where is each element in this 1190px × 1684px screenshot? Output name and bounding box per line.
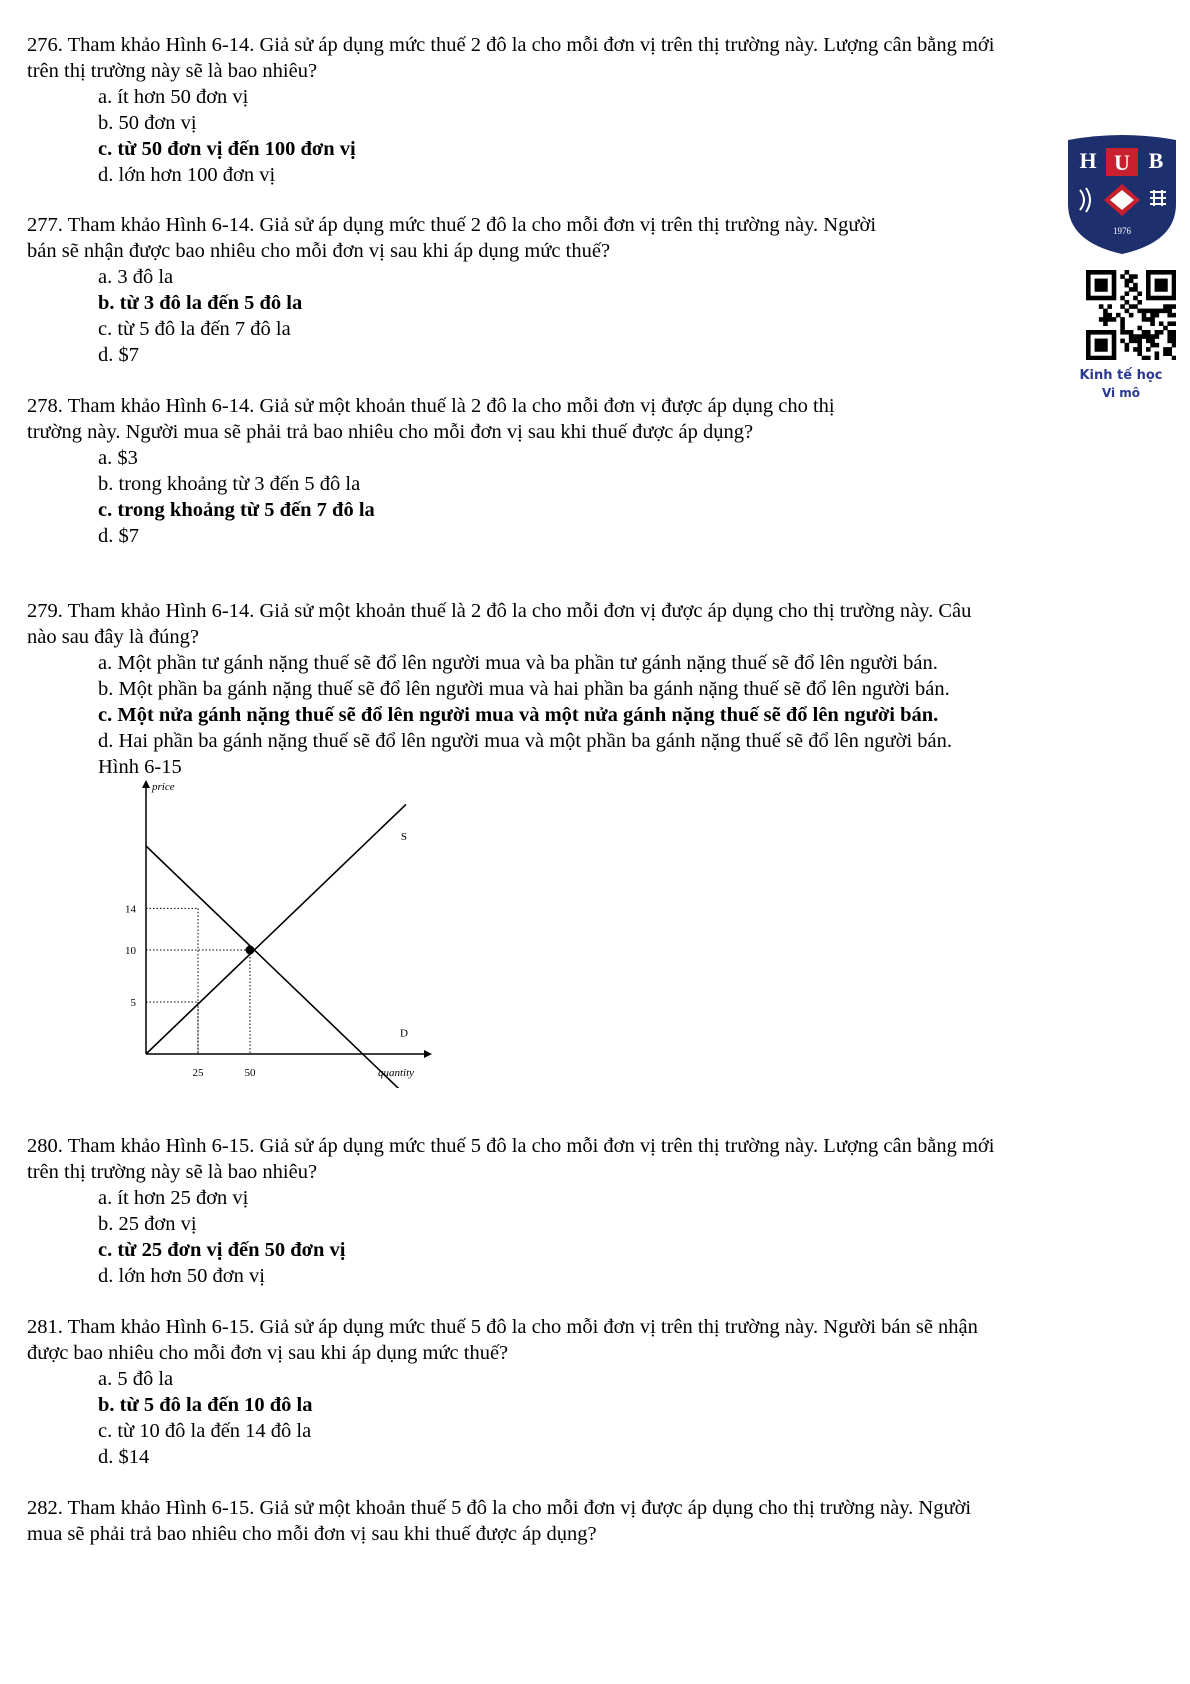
question-text: 278. Tham khảo Hình 6-14. Giả sử một khoản thuế là 2 đô la cho mỗi đơn vị được áp dụng cho thị bbox=[27, 395, 835, 417]
qr-module bbox=[1133, 283, 1138, 288]
qr-module bbox=[1086, 339, 1091, 344]
qr-module bbox=[1103, 356, 1108, 360]
qr-module bbox=[1095, 347, 1100, 352]
qr-module bbox=[1095, 283, 1100, 288]
qr-module bbox=[1133, 304, 1138, 309]
qr-module bbox=[1155, 351, 1160, 356]
equilibrium-point bbox=[246, 946, 255, 955]
qr-module bbox=[1099, 283, 1104, 288]
qr-module bbox=[1103, 283, 1108, 288]
qr-module bbox=[1086, 347, 1091, 352]
qr-module bbox=[1099, 304, 1104, 309]
qr-module bbox=[1112, 356, 1117, 360]
qr-module bbox=[1137, 339, 1142, 344]
qr-module bbox=[1172, 274, 1176, 279]
qr-module bbox=[1150, 317, 1155, 322]
qr-module bbox=[1146, 270, 1151, 275]
qr-module bbox=[1129, 279, 1134, 284]
qr-module bbox=[1086, 343, 1091, 348]
option-b: b. Một phần ba gánh nặng thuế sẽ đổ lên người mua và hai phần ba gánh nặng thuế sẽ đổ lên người bán. bbox=[98, 678, 950, 700]
option-a: a. Một phần tư gánh nặng thuế sẽ đổ lên người mua và ba phần tư gánh nặng thuế sẽ đổ lên người bán. bbox=[98, 652, 938, 674]
logo-letter-h: H bbox=[1079, 148, 1097, 173]
qr-module bbox=[1142, 334, 1147, 339]
qr-module bbox=[1107, 296, 1112, 301]
qr-module bbox=[1163, 279, 1168, 284]
qr-module bbox=[1163, 270, 1168, 275]
qr-module bbox=[1129, 274, 1134, 279]
qr-module bbox=[1112, 296, 1117, 301]
option-d: d. $7 bbox=[98, 525, 139, 547]
qr-module bbox=[1146, 309, 1151, 314]
qr-module bbox=[1155, 279, 1160, 284]
option-c-answer: c. trong khoảng từ 5 đến 7 đô la bbox=[98, 499, 375, 521]
qr-module bbox=[1137, 343, 1142, 348]
question-text: được bao nhiêu cho mỗi đơn vị sau khi áp dụng mức thuế? bbox=[27, 1342, 509, 1364]
question-text: 276. Tham khảo Hình 6-14. Giả sử áp dụng mức thuế 2 đô la cho mỗi đơn vị trên thị trường này. Lượng cân bằng mới bbox=[27, 34, 995, 56]
option-b-answer: b. từ 3 đô la đến 5 đô la bbox=[98, 292, 303, 314]
question-text: 282. Tham khảo Hình 6-15. Giả sử một khoản thuế 5 đô la cho mỗi đơn vị được áp dụng cho thị trường này. Người bbox=[27, 1497, 972, 1519]
qr-module bbox=[1103, 296, 1108, 301]
x-tick-label: 25 bbox=[192, 1067, 204, 1079]
qr-module bbox=[1172, 279, 1176, 284]
qr-module bbox=[1172, 304, 1176, 309]
qr-module bbox=[1150, 270, 1155, 275]
option-a: a. 5 đô la bbox=[98, 1368, 174, 1390]
qr-module bbox=[1125, 343, 1130, 348]
qr-module bbox=[1146, 347, 1151, 352]
qr-module bbox=[1172, 321, 1176, 326]
option-a: a. 3 đô la bbox=[98, 266, 174, 288]
option-d: d. lớn hơn 100 đơn vị bbox=[98, 164, 276, 186]
qr-module bbox=[1107, 330, 1112, 335]
qr-module bbox=[1103, 270, 1108, 275]
question-text: mua sẽ phải trả bao nhiêu cho mỗi đơn vị sau khi thuế được áp dụng? bbox=[27, 1523, 597, 1545]
hub-logo bbox=[1066, 134, 1178, 256]
qr-module bbox=[1086, 283, 1091, 288]
question-text: 279. Tham khảo Hình 6-14. Giả sử một khoản thuế là 2 đô la cho mỗi đơn vị được áp dụng cho thị trường này. Câu bbox=[27, 600, 972, 622]
qr-module bbox=[1159, 287, 1164, 292]
y-axis-label: price bbox=[152, 781, 175, 793]
qr-module bbox=[1103, 279, 1108, 284]
qr-module bbox=[1163, 304, 1168, 309]
qr-module bbox=[1090, 296, 1095, 301]
option-b-answer: b. từ 5 đô la đến 10 đô la bbox=[98, 1394, 313, 1416]
figure-title: Hình 6-15 bbox=[98, 756, 182, 778]
qr-module bbox=[1125, 283, 1130, 288]
series-label-d: D bbox=[399, 1027, 408, 1040]
qr-module bbox=[1086, 291, 1091, 296]
qr-module bbox=[1120, 296, 1125, 301]
qr-module bbox=[1129, 330, 1134, 335]
option-c: c. từ 10 đô la đến 14 đô la bbox=[98, 1420, 312, 1442]
series-label-s: S bbox=[400, 830, 407, 843]
qr-module bbox=[1103, 313, 1108, 318]
qr-module bbox=[1095, 330, 1100, 335]
qr-module bbox=[1133, 334, 1138, 339]
qr-module bbox=[1146, 279, 1151, 284]
qr-module bbox=[1125, 347, 1130, 352]
qr-module bbox=[1103, 317, 1108, 322]
qr-module bbox=[1167, 351, 1172, 356]
qr-module bbox=[1167, 330, 1172, 335]
option-d: d. lớn hơn 50 đơn vị bbox=[98, 1265, 265, 1287]
qr-module bbox=[1129, 334, 1134, 339]
qr-module bbox=[1099, 339, 1104, 344]
option-d: d. $7 bbox=[98, 344, 139, 366]
option-d: d. Hai phần ba gánh nặng thuế sẽ đổ lên người mua và một phần ba gánh nặng thuế sẽ đổ lên người bán. bbox=[98, 730, 953, 752]
option-c-answer: c. từ 25 đơn vị đến 50 đơn vị bbox=[98, 1239, 346, 1261]
subject-title: Kinh tế học bbox=[1079, 368, 1163, 383]
series-line-d bbox=[146, 846, 406, 1088]
qr-module bbox=[1172, 291, 1176, 296]
qr-module bbox=[1137, 334, 1142, 339]
qr-module bbox=[1150, 334, 1155, 339]
qr-module bbox=[1112, 347, 1117, 352]
qr-module bbox=[1155, 309, 1160, 314]
qr-module bbox=[1167, 339, 1172, 344]
option-c-answer: c. từ 50 đơn vị đến 100 đơn vị bbox=[98, 138, 356, 160]
qr-module bbox=[1159, 309, 1164, 314]
question-text: trường này. Người mua sẽ phải trả bao nhiêu cho mỗi đơn vị sau khi thuế được áp dụng? bbox=[27, 421, 754, 443]
qr-module bbox=[1103, 339, 1108, 344]
qr-module bbox=[1099, 270, 1104, 275]
sidebar bbox=[1062, 0, 1180, 420]
y-tick-label: 5 bbox=[130, 997, 136, 1009]
x-axis-arrow bbox=[424, 1050, 432, 1058]
qr-module bbox=[1103, 343, 1108, 348]
qr-module bbox=[1172, 283, 1176, 288]
qr-module bbox=[1120, 274, 1125, 279]
qr-module bbox=[1159, 296, 1164, 301]
qr-module bbox=[1112, 279, 1117, 284]
qr-module bbox=[1137, 291, 1142, 296]
qr-module bbox=[1167, 304, 1172, 309]
qr-module bbox=[1112, 339, 1117, 344]
qr-module bbox=[1129, 304, 1134, 309]
qr-module bbox=[1099, 296, 1104, 301]
qr-module bbox=[1146, 287, 1151, 292]
qr-module bbox=[1167, 347, 1172, 352]
qr-module bbox=[1163, 351, 1168, 356]
option-b: b. 25 đơn vị bbox=[98, 1213, 197, 1235]
supply-demand-chart bbox=[100, 778, 460, 1088]
qr-module bbox=[1133, 347, 1138, 352]
qr-module bbox=[1099, 330, 1104, 335]
qr-module bbox=[1086, 351, 1091, 356]
qr-module bbox=[1095, 270, 1100, 275]
qr-module bbox=[1103, 330, 1108, 335]
qr-module bbox=[1099, 287, 1104, 292]
qr-module bbox=[1155, 313, 1160, 318]
logo-letter-u: U bbox=[1114, 150, 1130, 175]
qr-module bbox=[1120, 321, 1125, 326]
qr-module bbox=[1146, 339, 1151, 344]
qr-module bbox=[1133, 296, 1138, 301]
qr-module bbox=[1086, 330, 1091, 335]
qr-module bbox=[1142, 330, 1147, 335]
question-text: trên thị trường này sẽ là bao nhiêu? bbox=[27, 1161, 318, 1183]
qr-module bbox=[1155, 270, 1160, 275]
qr-module bbox=[1167, 313, 1172, 318]
qr-module bbox=[1163, 283, 1168, 288]
qr-module bbox=[1107, 304, 1112, 309]
qr-module bbox=[1167, 296, 1172, 301]
qr-module bbox=[1155, 287, 1160, 292]
question-text: 280. Tham khảo Hình 6-15. Giả sử áp dụng mức thuế 5 đô la cho mỗi đơn vị trên thị trường này. Lượng cân bằng mới bbox=[27, 1135, 995, 1157]
qr-module bbox=[1150, 343, 1155, 348]
qr-module bbox=[1163, 309, 1168, 314]
qr-module bbox=[1125, 270, 1130, 275]
question-text: bán sẽ nhận được bao nhiêu cho mỗi đơn vị sau khi áp dụng mức thuế? bbox=[27, 240, 611, 262]
qr-module bbox=[1172, 334, 1176, 339]
qr-module bbox=[1112, 291, 1117, 296]
qr-module bbox=[1163, 296, 1168, 301]
qr-module bbox=[1120, 304, 1125, 309]
qr-module bbox=[1112, 274, 1117, 279]
logo-year: 1976 bbox=[1113, 226, 1131, 236]
qr-module bbox=[1099, 317, 1104, 322]
qr-module bbox=[1142, 309, 1147, 314]
qr-module bbox=[1172, 287, 1176, 292]
option-c-answer: c. Một nửa gánh nặng thuế sẽ đổ lên người mua và một nửa gánh nặng thuế sẽ đổ lên người bán. bbox=[98, 704, 939, 726]
qr-module bbox=[1112, 343, 1117, 348]
qr-module bbox=[1125, 291, 1130, 296]
qr-module bbox=[1163, 347, 1168, 352]
qr-module bbox=[1125, 300, 1130, 305]
qr-module bbox=[1146, 291, 1151, 296]
qr-module bbox=[1086, 287, 1091, 292]
qr-module bbox=[1129, 313, 1134, 318]
option-d: d. $14 bbox=[98, 1446, 150, 1468]
qr-module bbox=[1129, 339, 1134, 344]
qr-module bbox=[1086, 296, 1091, 301]
qr-module bbox=[1172, 270, 1176, 275]
option-a: a. $3 bbox=[98, 447, 138, 469]
qr-module bbox=[1172, 339, 1176, 344]
qr-module bbox=[1172, 313, 1176, 318]
qr-module bbox=[1095, 287, 1100, 292]
qr-module bbox=[1086, 274, 1091, 279]
y-axis-arrow bbox=[142, 780, 150, 788]
qr-module bbox=[1120, 330, 1125, 335]
option-b: b. 50 đơn vị bbox=[98, 112, 197, 134]
qr-module bbox=[1155, 283, 1160, 288]
question-text: trên thị trường này sẽ là bao nhiêu? bbox=[27, 60, 318, 82]
qr-module bbox=[1095, 343, 1100, 348]
qr-module bbox=[1150, 309, 1155, 314]
qr-module bbox=[1146, 283, 1151, 288]
qr-module bbox=[1142, 313, 1147, 318]
qr-module bbox=[1103, 287, 1108, 292]
option-b: b. trong khoảng từ 3 đến 5 đô la bbox=[98, 473, 361, 495]
qr-module bbox=[1120, 326, 1125, 331]
qr-module bbox=[1133, 339, 1138, 344]
qr-module bbox=[1163, 326, 1168, 331]
qr-module bbox=[1159, 321, 1164, 326]
qr-module bbox=[1112, 287, 1117, 292]
qr-module bbox=[1120, 317, 1125, 322]
qr-module bbox=[1133, 274, 1138, 279]
qr-module bbox=[1146, 274, 1151, 279]
qr-module bbox=[1112, 330, 1117, 335]
option-c: c. từ 5 đô la đến 7 đô la bbox=[98, 318, 291, 340]
qr-module bbox=[1099, 343, 1104, 348]
qr-module bbox=[1103, 309, 1108, 314]
qr-module bbox=[1167, 321, 1172, 326]
qr-module bbox=[1107, 270, 1112, 275]
qr-module bbox=[1163, 287, 1168, 292]
qr-module bbox=[1095, 296, 1100, 301]
qr-module bbox=[1146, 334, 1151, 339]
qr-module bbox=[1120, 339, 1125, 344]
qr-module bbox=[1103, 347, 1108, 352]
qr-module bbox=[1090, 330, 1095, 335]
qr-module bbox=[1172, 343, 1176, 348]
qr-module bbox=[1103, 321, 1108, 326]
qr-module bbox=[1095, 279, 1100, 284]
qr-module bbox=[1112, 317, 1117, 322]
qr-module bbox=[1099, 356, 1104, 360]
qr-module bbox=[1155, 334, 1160, 339]
x-tick-label: 50 bbox=[244, 1067, 256, 1079]
logo-letter-b: B bbox=[1148, 148, 1164, 173]
qr-module bbox=[1086, 356, 1091, 360]
option-a: a. ít hơn 25 đơn vị bbox=[98, 1187, 249, 1209]
qr-module bbox=[1155, 356, 1160, 360]
qr-module bbox=[1133, 287, 1138, 292]
qr-module bbox=[1125, 330, 1130, 335]
qr-module bbox=[1112, 334, 1117, 339]
qr-module bbox=[1159, 279, 1164, 284]
qr-module bbox=[1099, 347, 1104, 352]
qr-code bbox=[1086, 270, 1176, 360]
subject-subtitle: Vi mô bbox=[1101, 386, 1141, 400]
qr-module bbox=[1095, 356, 1100, 360]
qr-module bbox=[1172, 356, 1176, 360]
qr-module bbox=[1137, 347, 1142, 352]
qr-module bbox=[1137, 351, 1142, 356]
qr-module bbox=[1167, 334, 1172, 339]
qr-module bbox=[1167, 309, 1172, 314]
qr-module bbox=[1107, 317, 1112, 322]
qr-module bbox=[1095, 339, 1100, 344]
qr-module bbox=[1107, 356, 1112, 360]
qr-module bbox=[1155, 296, 1160, 301]
qr-module bbox=[1099, 279, 1104, 284]
qr-module bbox=[1116, 313, 1121, 318]
qr-module bbox=[1129, 287, 1134, 292]
qr-module bbox=[1150, 321, 1155, 326]
qr-module bbox=[1172, 296, 1176, 301]
option-a: a. ít hơn 50 đơn vị bbox=[98, 86, 249, 108]
qr-module bbox=[1155, 330, 1160, 335]
qr-module bbox=[1090, 356, 1095, 360]
qr-module bbox=[1137, 309, 1142, 314]
qr-module bbox=[1086, 334, 1091, 339]
qr-module bbox=[1146, 330, 1151, 335]
qr-module bbox=[1112, 351, 1117, 356]
qr-module bbox=[1125, 279, 1130, 284]
series-line-s bbox=[146, 804, 406, 1054]
qr-module bbox=[1150, 313, 1155, 318]
qr-module bbox=[1142, 317, 1147, 322]
x-axis-label: quantity bbox=[378, 1067, 415, 1079]
qr-module bbox=[1146, 356, 1151, 360]
qr-module bbox=[1167, 270, 1172, 275]
qr-module bbox=[1159, 283, 1164, 288]
qr-module bbox=[1086, 270, 1091, 275]
qr-module bbox=[1159, 330, 1164, 335]
qr-module bbox=[1150, 339, 1155, 344]
qr-module bbox=[1090, 270, 1095, 275]
qr-module bbox=[1155, 343, 1160, 348]
qr-module bbox=[1086, 279, 1091, 284]
question-text: nào sau đây là đúng? bbox=[27, 626, 199, 648]
qr-module bbox=[1142, 356, 1147, 360]
qr-module bbox=[1112, 283, 1117, 288]
qr-module bbox=[1150, 296, 1155, 301]
qr-module bbox=[1172, 330, 1176, 335]
qr-module bbox=[1146, 296, 1151, 301]
qr-module bbox=[1146, 317, 1151, 322]
qr-module bbox=[1125, 309, 1130, 314]
question-text: 277. Tham khảo Hình 6-14. Giả sử áp dụng mức thuế 2 đô la cho mỗi đơn vị trên thị trường này. Người bbox=[27, 214, 877, 236]
qr-module bbox=[1137, 326, 1142, 331]
y-tick-label: 14 bbox=[125, 903, 136, 916]
question-text: 281. Tham khảo Hình 6-15. Giả sử áp dụng mức thuế 5 đô la cho mỗi đơn vị trên thị trường này. Người bán sẽ nhận bbox=[27, 1316, 978, 1338]
qr-module bbox=[1159, 270, 1164, 275]
qr-module bbox=[1137, 300, 1142, 305]
qr-module bbox=[1112, 270, 1117, 275]
y-tick-label: 10 bbox=[125, 945, 136, 957]
qr-module bbox=[1107, 313, 1112, 318]
